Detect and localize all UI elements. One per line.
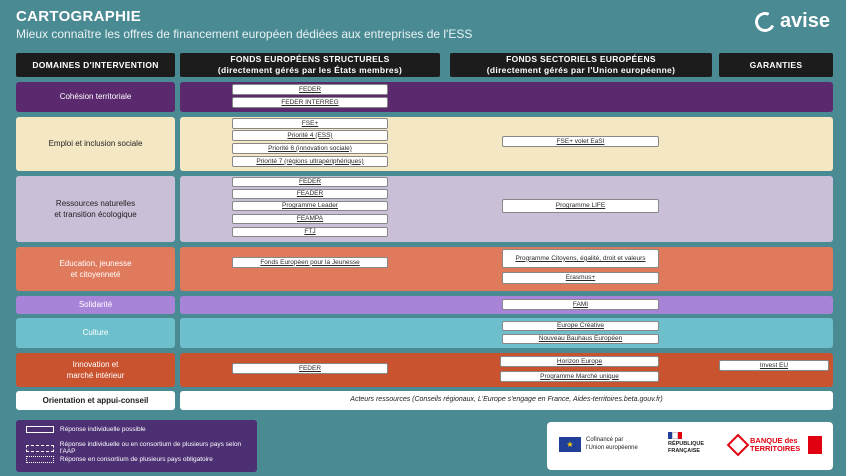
band-ressources: [180, 176, 833, 242]
band-orientation: [180, 391, 833, 410]
link-leader[interactable]: Programme Leader: [232, 201, 388, 211]
domain-culture: [16, 318, 175, 348]
eu-text-2: l'Union européenne: [586, 444, 638, 451]
rf-text-1: RÉPUBLIQUE: [668, 441, 705, 447]
legend-item-consortium: [26, 456, 213, 463]
republique-logo: [668, 432, 704, 454]
partners-box: [547, 422, 833, 470]
domain-orientation: [16, 391, 175, 410]
legend-label-2: Réponse individuelle ou en consortium de plusieurs pays selon l'AAP: [59, 441, 242, 455]
cdc-badge-icon: [808, 436, 822, 454]
link-feder-3[interactable]: FEDER: [232, 363, 388, 374]
domain-education: [16, 247, 175, 291]
eu-text-1: Cofinancé par: [586, 437, 624, 444]
avise-logo: [755, 10, 830, 33]
band-cohesion: [180, 82, 833, 112]
banque-territoires-logo: [730, 436, 822, 454]
domain-innovation: [16, 353, 175, 387]
link-priorite-7[interactable]: Priorité 7 (régions ultrapériphériques): [232, 156, 388, 167]
header-guarantees-label: GARANTIES: [749, 59, 803, 70]
link-horizon-europe[interactable]: Horizon Europe: [500, 356, 659, 367]
link-europe-creative[interactable]: Europe Créative: [502, 321, 659, 331]
link-life[interactable]: Programme LIFE: [502, 199, 659, 213]
header-structural: [180, 53, 440, 77]
link-fonds-jeunesse[interactable]: Fonds Européen pour la Jeunesse: [232, 257, 388, 268]
link-feder[interactable]: FEDER: [232, 84, 388, 95]
header-sectoral: [450, 53, 712, 77]
link-ftj[interactable]: FTJ: [232, 227, 388, 237]
legend: [16, 420, 257, 472]
header-sectoral-sub: (directement gérés par l'Union européenne): [486, 65, 676, 75]
domain-ressources: [16, 176, 175, 242]
link-fami[interactable]: FAMI: [502, 299, 659, 310]
domain-education-label-1: Education, jeunesse: [59, 258, 132, 268]
legend-dotted-swatch: [26, 456, 54, 463]
eu-logo: [559, 437, 638, 452]
link-fse-easi[interactable]: FSE+ volet EaSI: [502, 136, 659, 147]
header-structural-sub: (directement gérés par les États membres): [217, 65, 403, 75]
link-fse-plus[interactable]: FSE+: [232, 118, 388, 129]
domain-innovation-label-2: marché intérieur: [66, 371, 125, 380]
bdt-icon: [727, 434, 750, 457]
legend-item-individual: [26, 426, 146, 433]
header-guarantees: [719, 53, 833, 77]
link-bauhaus[interactable]: Nouveau Bauhaus Européen: [502, 334, 659, 344]
legend-label-3: Réponse en consortium de plusieurs pays obligatoire: [60, 456, 213, 463]
link-citoyens-egalite[interactable]: Programme Citoyens, égalité, droit et valeurs: [502, 249, 659, 268]
bdt-text: [750, 437, 800, 454]
link-priorite-6[interactable]: Priorité 6 (innovation sociale): [232, 143, 388, 154]
link-priorite-4[interactable]: Priorité 4 (ESS): [232, 130, 388, 141]
link-feder-interreg[interactable]: FEDER INTERREG: [232, 97, 388, 108]
rf-text: [668, 441, 704, 454]
link-feampa[interactable]: FEAMPA: [232, 214, 388, 224]
link-feder-2[interactable]: FEDER: [232, 177, 388, 187]
band-education: [180, 247, 833, 291]
link-feader[interactable]: FEADER: [232, 189, 388, 199]
domain-culture-label: Culture: [82, 328, 109, 338]
header-domains: [16, 53, 175, 77]
legend-dashed-swatch: [26, 445, 54, 452]
page-subtitle: Mieux connaître les offres de financement européen dédiées aux entreprises de l'ESS: [16, 27, 473, 41]
domain-solidarite-label: Solidarité: [78, 300, 113, 310]
legend-solid-swatch: [26, 426, 54, 433]
rf-flag-icon: [668, 432, 682, 439]
domain-solidarite: [16, 296, 175, 314]
logo-text: avise: [779, 10, 830, 32]
header-structural-title: FONDS EUROPÉENS STRUCTURELS: [230, 54, 390, 65]
eu-flag-icon: ★: [559, 437, 581, 452]
band-solidarite: [180, 296, 833, 314]
legend-item-optional-consortium: [26, 441, 257, 455]
page-title: CARTOGRAPHIE: [16, 8, 141, 25]
band-innovation: [180, 353, 833, 387]
band-emploi: [180, 117, 833, 171]
domain-emploi-label: Emploi et inclusion sociale: [48, 139, 143, 149]
logo-icon: [752, 9, 778, 35]
bdt-text-2: TERRITOIRES: [750, 444, 801, 453]
domain-ressources-label-1: Ressources naturelles: [55, 198, 136, 208]
domain-education-label-2: et citoyenneté: [70, 270, 121, 279]
domain-orientation-label: Orientation et appui-conseil: [42, 395, 149, 405]
orientation-note: Acteurs ressources (Conseils régionaux, L'Europe s'engage en France, Aides-territoires.beta.gouv.fr): [350, 396, 663, 403]
band-culture: [180, 318, 833, 348]
domain-ressources-label-2: et transition écologique: [54, 210, 137, 219]
domain-cohesion: [16, 82, 175, 112]
link-erasmus[interactable]: Erasmus+: [502, 272, 659, 284]
domain-cohesion-label: Cohésion territoriale: [59, 92, 132, 102]
header-domains-label: DOMAINES D'INTERVENTION: [32, 59, 159, 70]
link-marche-unique[interactable]: Programme Marché unique: [500, 371, 659, 382]
header-sectoral-title: FONDS SECTORIELS EUROPÉENS: [506, 54, 656, 65]
legend-label-1: Réponse individuelle possible: [60, 426, 146, 433]
domain-emploi: [16, 117, 175, 171]
link-invest-eu[interactable]: Invest EU: [719, 360, 829, 371]
domain-innovation-label-1: Innovation et: [72, 359, 119, 369]
rf-text-2: FRANÇAISE: [668, 447, 701, 454]
bdt-text-1: BANQUE des: [750, 435, 798, 445]
eu-text: [586, 437, 638, 451]
